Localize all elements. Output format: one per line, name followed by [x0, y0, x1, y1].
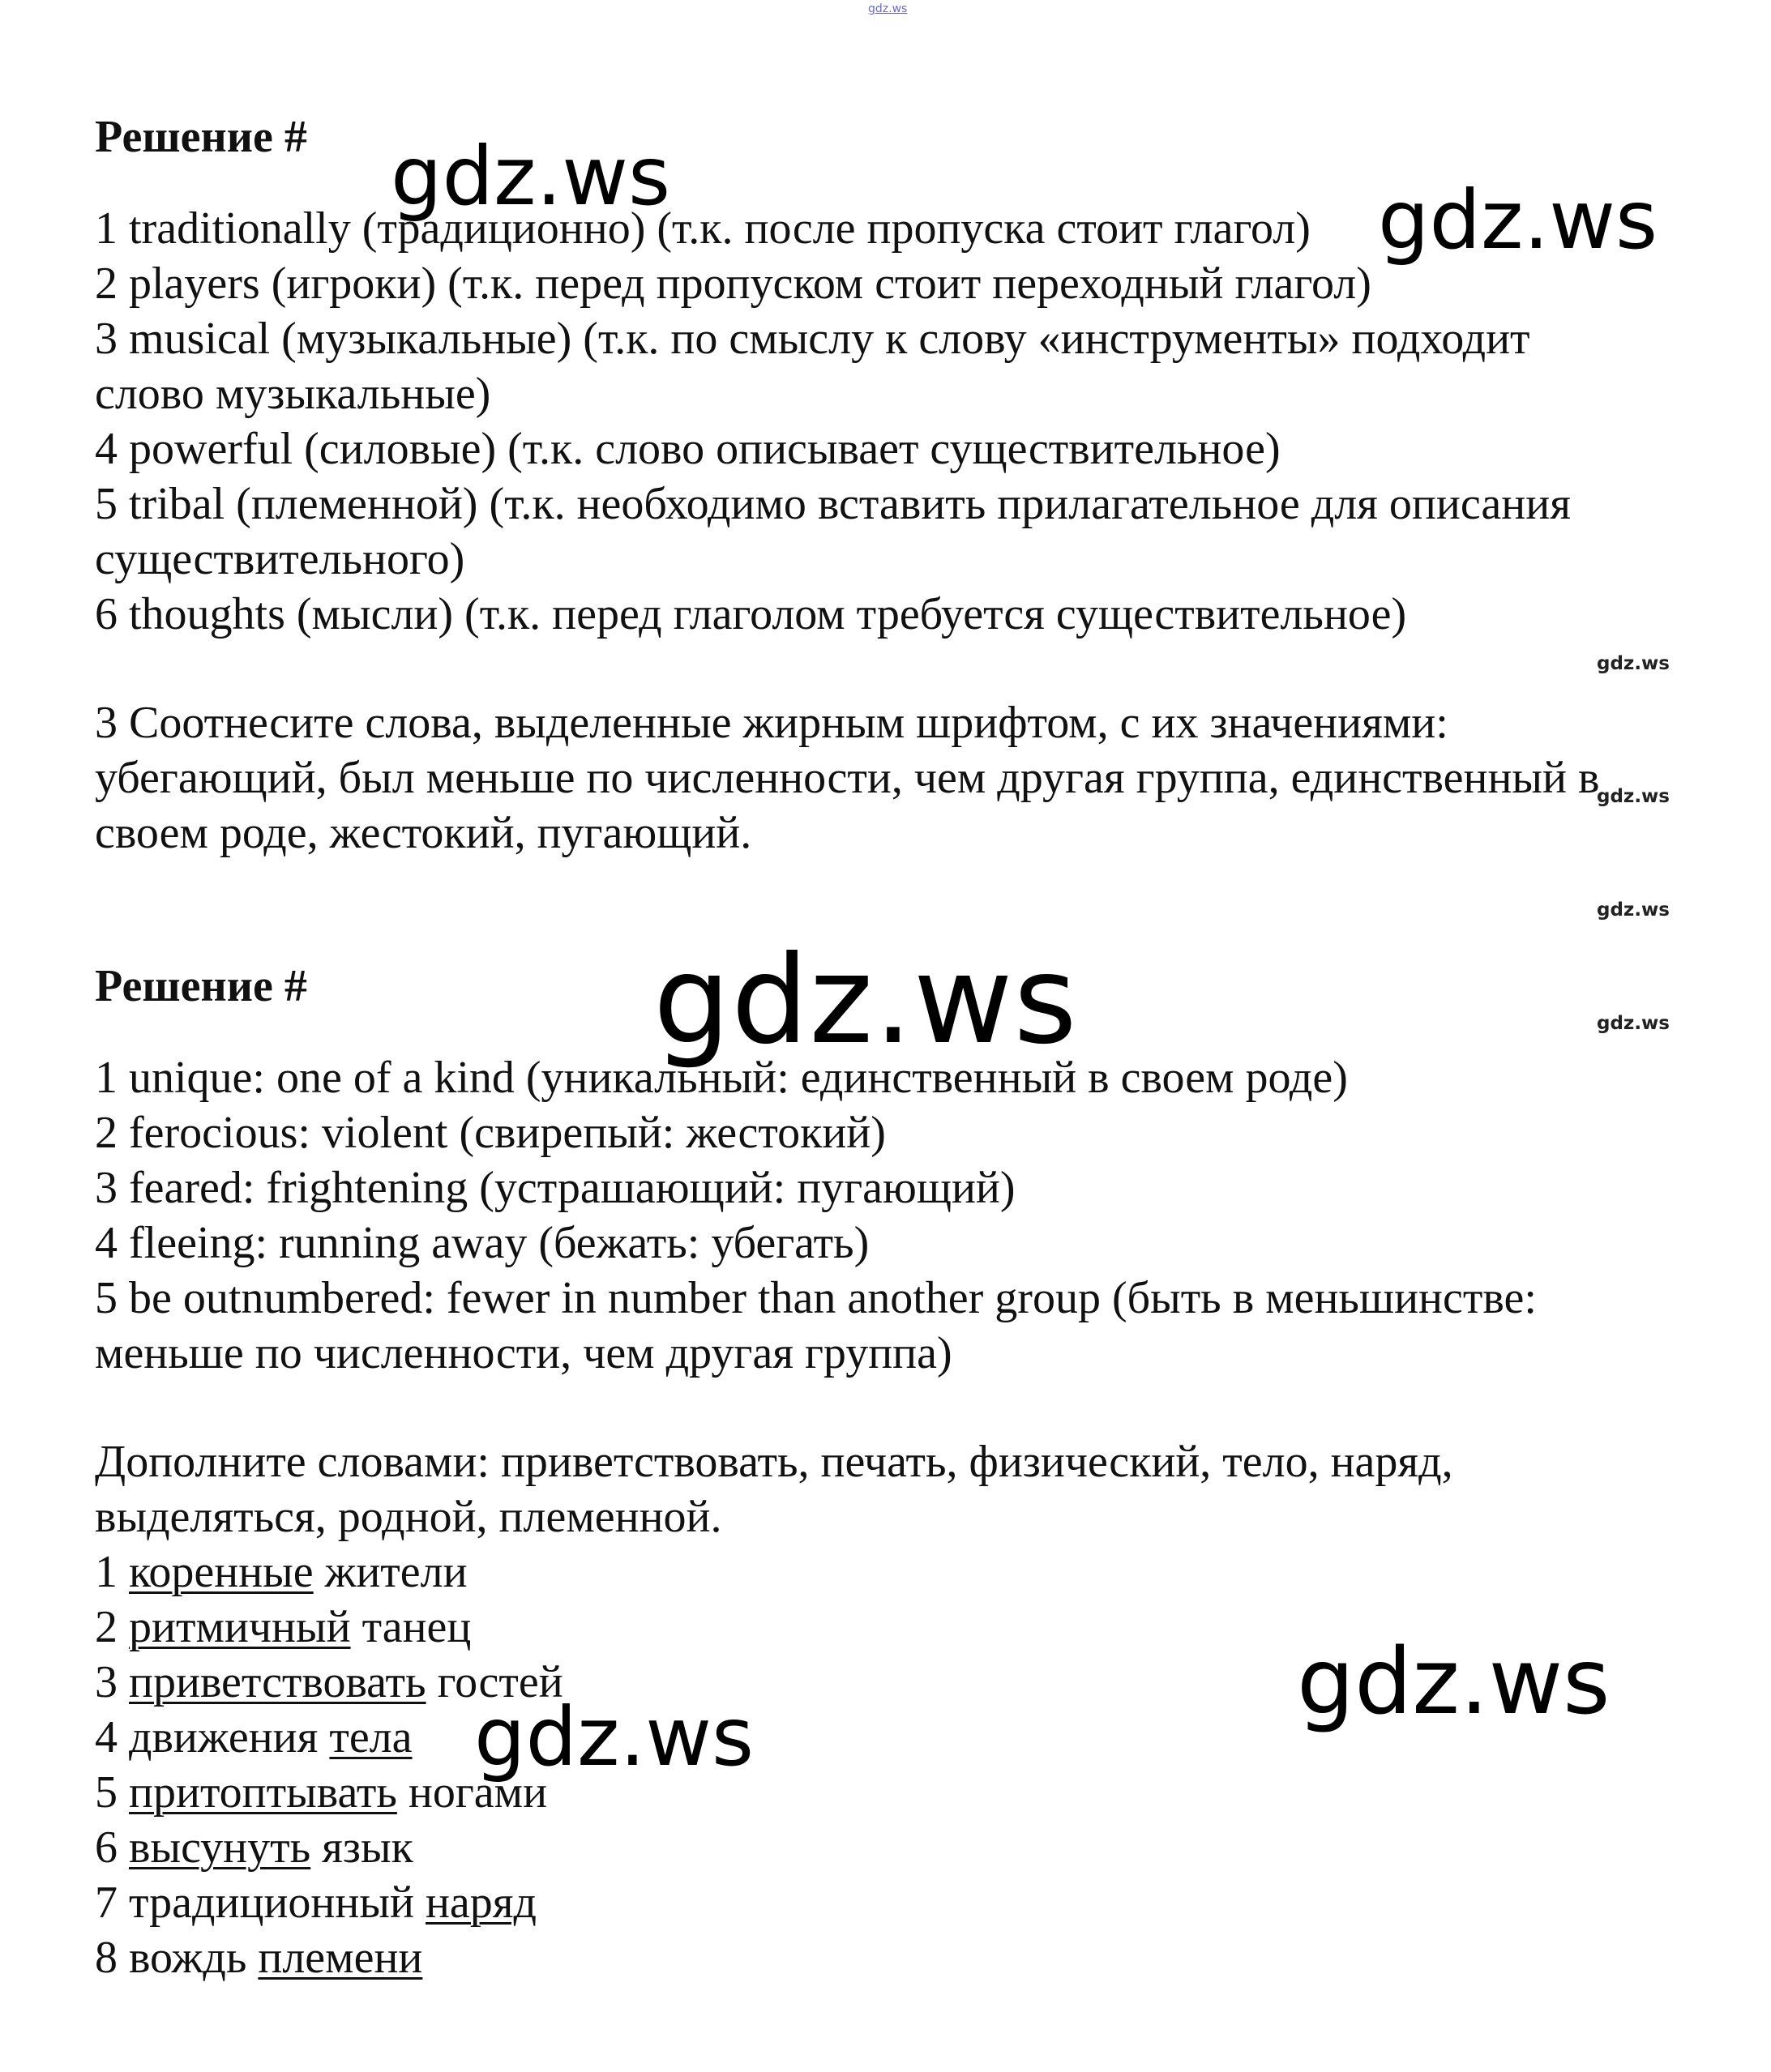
answer-line: 3 musical (музыкальные) (т.к. по смыслу к слову «инструменты» подходит: [95, 314, 1530, 364]
list-item: 5 притоптывать ногами: [95, 1767, 548, 1818]
list-item: 4 движения тела: [95, 1712, 413, 1762]
solution-heading-2: Решение #: [95, 961, 307, 1011]
watermark-logo: gdz.ws: [653, 930, 1078, 1071]
task-text: выделяться, родной, племенной.: [95, 1492, 722, 1542]
answer-line: 1 unique: one of a kind (уникальный: единственный в своем роде): [95, 1053, 1348, 1103]
watermark-small: gdz.ws: [1597, 653, 1670, 674]
top-link[interactable]: gdz.ws: [868, 2, 908, 15]
answer-line: 2 players (игроки) (т.к. перед пропуском стоит переходный глагол): [95, 258, 1371, 309]
answer-line: меньше по численности, чем другая группа): [95, 1328, 952, 1378]
answer-line: 5 be outnumbered: fewer in number than another group (быть в меньшинстве:: [95, 1273, 1537, 1323]
answer-line: 6 thoughts (мысли) (т.к. перед глаголом требуется существительное): [95, 589, 1407, 639]
answer-line: 5 tribal (племенной) (т.к. необходимо вставить прилагательное для описания: [95, 479, 1571, 529]
list-item: 8 вождь племени: [95, 1933, 423, 1983]
watermark-logo: gdz.ws: [1297, 1630, 1611, 1735]
answer-line: 1 traditionally (традиционно) (т.к. после пропуска стоит глагол): [95, 203, 1311, 254]
watermark-small: gdz.ws: [1597, 899, 1670, 921]
answer-line: слово музыкальные): [95, 369, 491, 419]
task-text: 3 Соотнесите слова, выделенные жирным шрифтом, с их значениями:: [95, 698, 1448, 748]
list-item: 2 ритмичный танец: [95, 1602, 472, 1652]
task-text: своем роде, жестокий, пугающий.: [95, 808, 752, 858]
list-item: 6 высунуть язык: [95, 1822, 413, 1873]
answer-line: 4 fleeing: running away (бежать: убегать): [95, 1218, 870, 1268]
task-text: убегающий, был меньше по численности, чем другая группа, единственный в: [95, 753, 1600, 803]
watermark-logo: gdz.ws: [391, 129, 671, 224]
answer-line: существительного): [95, 534, 465, 584]
list-item: 3 приветствовать гостей: [95, 1657, 563, 1707]
task-text: Дополните словами: приветствовать, печать, физический, тело, наряд,: [95, 1437, 1453, 1487]
list-item: 1 коренные жители: [95, 1547, 468, 1597]
answer-line: 3 feared: frightening (устрашающий: пугающий): [95, 1163, 1016, 1213]
answer-line: 2 ferocious: violent (свирепый: жестокий): [95, 1108, 886, 1158]
list-item: 7 традиционный наряд: [95, 1878, 537, 1928]
watermark-small: gdz.ws: [1597, 1013, 1670, 1034]
watermark-logo: gdz.ws: [474, 1690, 755, 1784]
watermark-logo: gdz.ws: [1378, 173, 1658, 267]
solution-heading-1: Решение #: [95, 112, 307, 162]
answer-line: 4 powerful (силовые) (т.к. слово описывает существительное): [95, 424, 1281, 474]
watermark-small: gdz.ws: [1597, 786, 1670, 807]
